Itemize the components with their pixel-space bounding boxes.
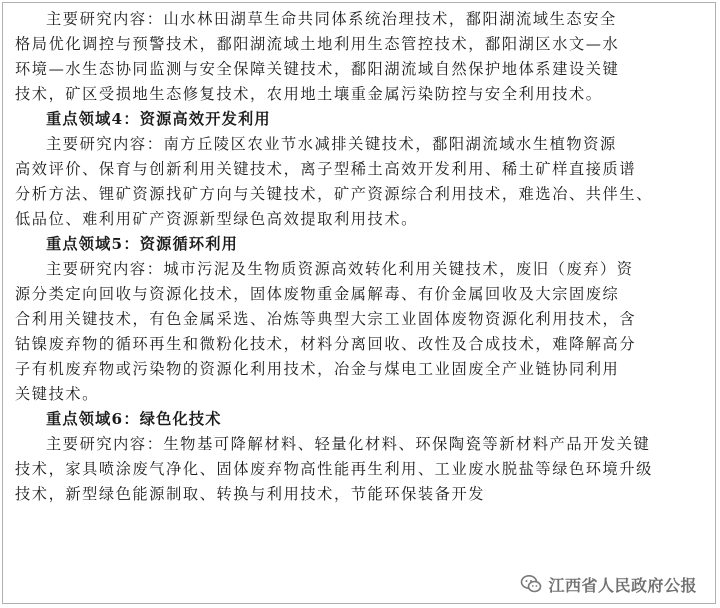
section-heading: 重点领域4：资源高效开发利用 [46, 110, 271, 128]
paragraph-line: 技术，家具喷涂废气净化、固体废弃物高性能再生利用、工业废水脱盐等绿色环境升级 [15, 460, 653, 478]
paragraph-first-line: 主要研究内容：城市污泥及生物质资源高效转化利用关键技术，废旧（废弃）资 [46, 260, 634, 278]
document-frame [2, 2, 716, 604]
document-body [15, 7, 703, 507]
paragraph-first-line: 主要研究内容：山水林田湖草生命共同体系统治理技术，鄱阳湖流域生态安全 [46, 10, 617, 28]
paragraph-line: 关键技术。 [15, 385, 99, 403]
paragraph-line: 格局优化调控与预警技术，鄱阳湖流域土地利用生态管控技术，鄱阳湖区水文—水 [15, 35, 620, 53]
paragraph-line: 源分类定向回收与资源化技术，固体废物重金属解毒、有价金属回收及大宗固废综 [15, 285, 620, 303]
paragraph-line: 子有机废弃物或污染物的资源化利用技术，冶金与煤电工业固废全产业链协同利用 [15, 360, 620, 378]
paragraph-line: 技术，矿区受损地生态修复技术，农用地土壤重金属污染防控与安全利用技术。 [15, 85, 603, 103]
paragraph-line: 合利用关键技术，有色金属采选、冶炼等典型大宗工业固体废物资源化利用技术，含 [15, 310, 637, 328]
watermark [516, 571, 701, 597]
paragraph-line: 低品位、难利用矿产资源新型绿色高效提取利用技术。 [15, 210, 418, 228]
paragraph-line: 钴镍废弃物的循环再生和微粉化技术，材料分离回收、改性及合成技术，难降解高分 [15, 335, 637, 353]
section-heading: 重点领域5：资源循环利用 [46, 235, 239, 253]
paragraph-line: 环境—水生态协同监测与安全保障关键技术，鄱阳湖流域自然保护地体系建设关键 [15, 60, 620, 78]
paragraph-line: 高效评价、保育与创新利用关键技术，离子型稀土高效开发利用、稀土矿样直接质谱 [15, 160, 637, 178]
paragraph-line: 分析方法、锂矿资源找矿方向与关键技术，矿产资源综合利用技术，难选冶、共伴生、 [15, 185, 653, 203]
paragraph-first-line: 主要研究内容：生物基可降解材料、轻量化材料、环保陶瓷等新材料产品开发关键 [46, 435, 651, 453]
section-heading: 重点领域6：绿色化技术 [46, 410, 222, 428]
paragraph-first-line: 主要研究内容：南方丘陵区农业节水减排关键技术，鄱阳湖流域水生植物资源 [46, 135, 617, 153]
paragraph-line: 技术，新型绿色能源制取、转换与利用技术，节能环保装备开发 [15, 485, 486, 503]
watermark-text: 江西省人民政府公报 [548, 575, 697, 595]
wechat-icon [520, 573, 542, 595]
